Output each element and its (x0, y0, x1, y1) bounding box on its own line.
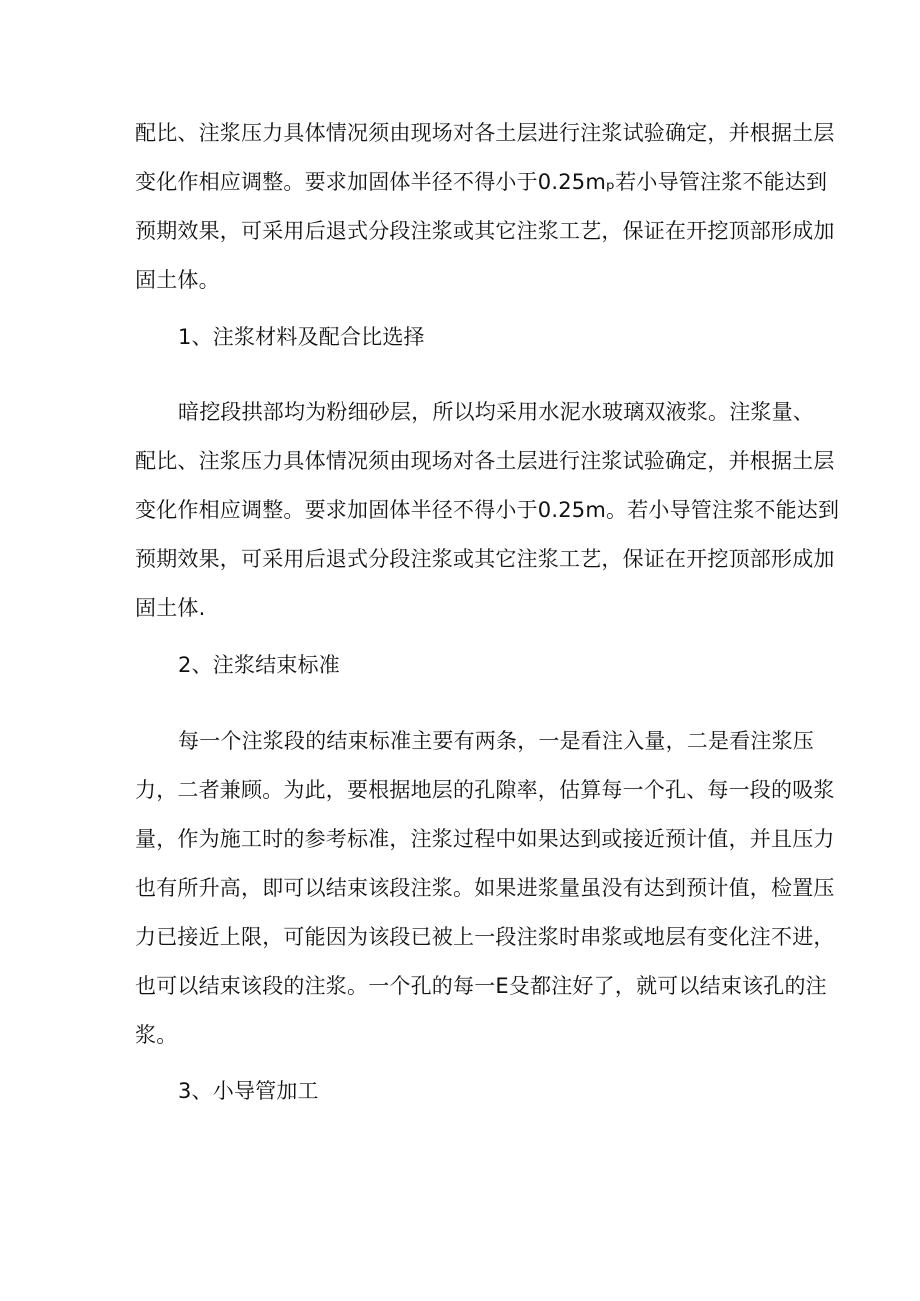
paragraph-2-line-1: 暗挖段拱部均为粉细砂层，所以均采用水泥水玻璃双液浆。注浆量、 (178, 400, 814, 424)
paragraph-3-line-4: 也有所升高，即可以结束该段注浆。如果进浆量虽没有达到预计值，检置压 (135, 876, 835, 900)
paragraph-2-line-3: 变化作相应调整。要求加固体半径不得小于0.25m。若小导管注浆不能达到 (135, 498, 840, 522)
section-heading-1: 1、注浆材料及配合比选择 (178, 325, 425, 349)
paragraph-1-line-4: 固土体。 (135, 268, 220, 292)
section-heading-2: 2、注浆结束标准 (178, 653, 340, 677)
paragraph-2-line-4: 预期效果，可采用后退式分段注浆或其它注浆工艺，保证在开挖顶部形成加 (135, 547, 835, 571)
paragraph-3-line-5: 力已接近上限，可能因为该段已被上一段注浆时串浆或地层有变化注不进， (135, 925, 835, 949)
section-heading-3: 3、小导管加工 (178, 1079, 319, 1103)
paragraph-2-line-5: 固土体. (135, 596, 206, 620)
paragraph-1-line-2: 变化作相应调整。要求加固体半径不得小于0.25mₚ若小导管注浆不能达到 (135, 170, 828, 194)
paragraph-3-line-3: 量，作为施工时的参考标准，注浆过程中如果达到或接近预计值，并且压力 (135, 827, 835, 851)
paragraph-1-line-1: 配比、注浆压力具体情况须由现场对各土层进行注浆试验确定，并根据土层 (135, 121, 835, 145)
paragraph-3-line-1: 每一个注浆段的结束标准主要有两条，一是看注入量，二是看注浆压 (178, 729, 814, 753)
paragraph-1-line-3: 预期效果，可采用后退式分段注浆或其它注浆工艺，保证在开挖顶部形成加 (135, 219, 835, 243)
paragraph-3-line-7: 浆。 (135, 1023, 178, 1047)
paragraph-2-line-2: 配比、注浆压力具体情况须由现场对各土层进行注浆试验确定，并根据土层 (135, 449, 835, 473)
paragraph-3-line-2: 力，二者兼顾。为此，要根据地层的孔隙率，估算每一个孔、每一段的吸浆 (135, 778, 835, 802)
paragraph-3-line-6: 也可以结束该段的注浆。一个孔的每一E殳都注好了，就可以结束该孔的注 (135, 974, 827, 998)
